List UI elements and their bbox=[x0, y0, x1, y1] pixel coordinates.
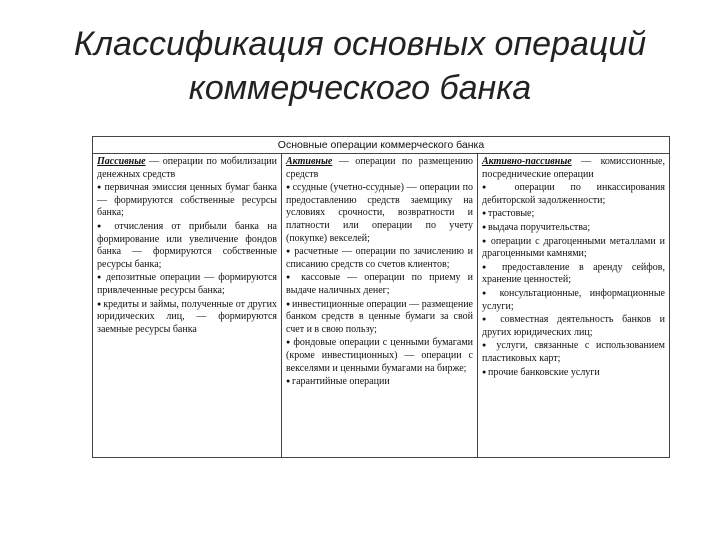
heading-term: Активные bbox=[286, 156, 333, 167]
list-item: ● депозитные операции — формируются привлеченные ресурсы банка; bbox=[97, 271, 277, 297]
list-item: ● первичная эмиссия ценных бумаг банка — формируются собственные ресурсы банка; bbox=[97, 181, 277, 220]
list-item: ● трастовые; bbox=[482, 207, 665, 221]
heading-description: — операции по мобилизации денежных средств bbox=[97, 156, 277, 180]
list-item: ● операции по инкассирования дебиторской задолженности; bbox=[482, 181, 665, 207]
list-item: ● совместная деятельность банков и других юридических лиц; bbox=[482, 313, 665, 339]
slide-title-line-1: Классификация основных операций bbox=[73, 25, 647, 63]
column-heading-active bbox=[286, 156, 473, 181]
heading-term: Активно-пассивные bbox=[482, 156, 572, 167]
list-item: ● прочие банковские услуги bbox=[482, 366, 665, 380]
table-columns bbox=[93, 154, 669, 458]
slide-title-line-2: коммерческого банка bbox=[188, 69, 532, 107]
column-active-passive bbox=[477, 154, 669, 458]
list-item: ● гарантийные операции bbox=[286, 375, 473, 389]
list-item: ● ссудные (учетно-ссудные) — операции по предоставлению средств заемщику на условиях срочности, возвратности и платности или операции по учету (покупке) векселей; bbox=[286, 181, 473, 245]
list-item: ● инвестиционные операции — размещение банком средств в ценные бумаги за свой счет и в свою пользу; bbox=[286, 298, 473, 337]
list-item: ● фондовые операции с ценными бумагами (кроме инвестиционных) — операции с векселями и ценными бумагами на бирже; bbox=[286, 336, 473, 375]
column-heading-passive bbox=[97, 156, 277, 181]
list-item: ● кредиты и займы, полученные от других юридических лиц, — формируются заемные ресурсы банка bbox=[97, 298, 277, 337]
list-item: ● расчетные — операции по зачислению и списанию средств со счетов клиентов; bbox=[286, 245, 473, 271]
table-caption: Основные операции коммерческого банка bbox=[93, 137, 669, 154]
list-item: ● консультационные, информационные услуги; bbox=[482, 287, 665, 313]
slide-title bbox=[0, 22, 720, 110]
list-item: ● услуги, связанные с использованием пластиковых карт; bbox=[482, 339, 665, 365]
list-item: ● предоставление в аренду сейфов, хранение ценностей; bbox=[482, 261, 665, 287]
column-active bbox=[281, 154, 477, 458]
operations-table bbox=[92, 136, 670, 458]
heading-description: — операции по размещению средств bbox=[286, 156, 473, 180]
list-item: ● отчисления от прибыли банка на формирование или увеличение фондов банка — формируются собственные ресурсы банка; bbox=[97, 220, 277, 271]
heading-description: — комиссионные, посреднические операции bbox=[482, 156, 665, 180]
list-item: ● кассовые — операции по приему и выдаче наличных денег; bbox=[286, 271, 473, 297]
list-item: ● операции с драгоценными металлами и драгоценными камнями; bbox=[482, 235, 665, 261]
list-item: ● выдача поручительства; bbox=[482, 221, 665, 235]
column-heading-active-passive bbox=[482, 156, 665, 181]
heading-term: Пассивные bbox=[97, 156, 146, 167]
column-passive bbox=[93, 154, 281, 458]
